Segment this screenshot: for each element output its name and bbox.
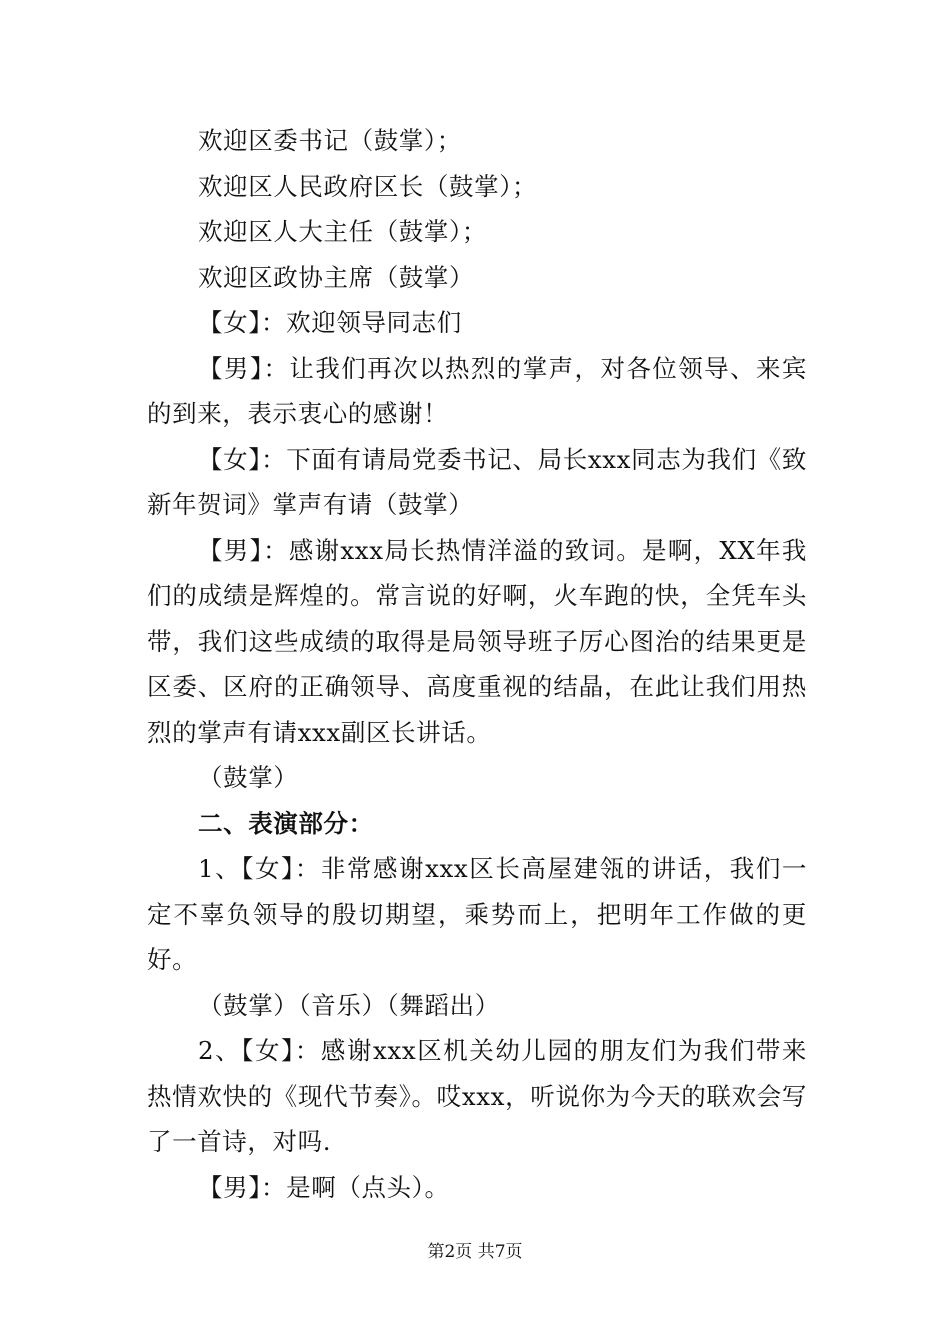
section-heading-performance: 二、表演部分： xyxy=(198,808,374,838)
paragraph-male-thanks: 【男】：让我们再次以热烈的掌声，对各位领导、来宾的到来，表示衷心的感谢！ xyxy=(147,353,807,428)
paragraph-male-achievements: 【男】：感谢xxx局长热情洋溢的致词。是啊，XX年我们的成绩是辉煌的。常言说的好啊，火车跑的快，全凭车头带，我们这些成绩的取得是局领导班子厉心图治的结果更是区委、区府的正确领导、高度重视的结晶，在此让我们用热烈的掌声有请xxx副区长讲话。 xyxy=(147,535,807,747)
page-number-footer: 第2页 共7页 xyxy=(427,1242,523,1262)
paragraph-welcome-cppcc-chair: 欢迎区政协主席（鼓掌） xyxy=(198,262,475,292)
paragraph-welcome-mayor: 欢迎区人民政府区长（鼓掌）； xyxy=(198,171,538,201)
paragraph-male-reply: 【男】：是啊（点头）。 xyxy=(198,1172,450,1202)
document-body xyxy=(147,118,807,1210)
paragraph-welcome-npc-director: 欢迎区人大主任（鼓掌）； xyxy=(198,217,487,246)
paragraph-item-1: 1、【女】：非常感谢xxx区长高屋建瓴的讲话，我们一定不辜负领导的殷切期望，乘势而上，把明年工作做的更好。 xyxy=(147,854,807,974)
paragraph-welcome-secretary: 欢迎区委书记（鼓掌）； xyxy=(198,126,462,155)
paragraph-stage-directions: （鼓掌）（音乐）（舞蹈出） xyxy=(198,990,500,1020)
paragraph-item-2: 2、【女】：感谢xxx区机关幼儿园的朋友们为我们带来热情欢快的《现代节奏》。哎xxx，听说你为今天的联欢会写了一首诗，对吗. xyxy=(147,1036,807,1156)
paragraph-female-welcome: 【女】：欢迎领导同志们 xyxy=(198,308,462,337)
paragraph-female-invite-speech: 【女】：下面有请局党委书记、局长xxx同志为我们《致新年贺词》掌声有请（鼓掌） xyxy=(147,444,807,519)
paragraph-applause: （鼓掌） xyxy=(198,763,299,792)
